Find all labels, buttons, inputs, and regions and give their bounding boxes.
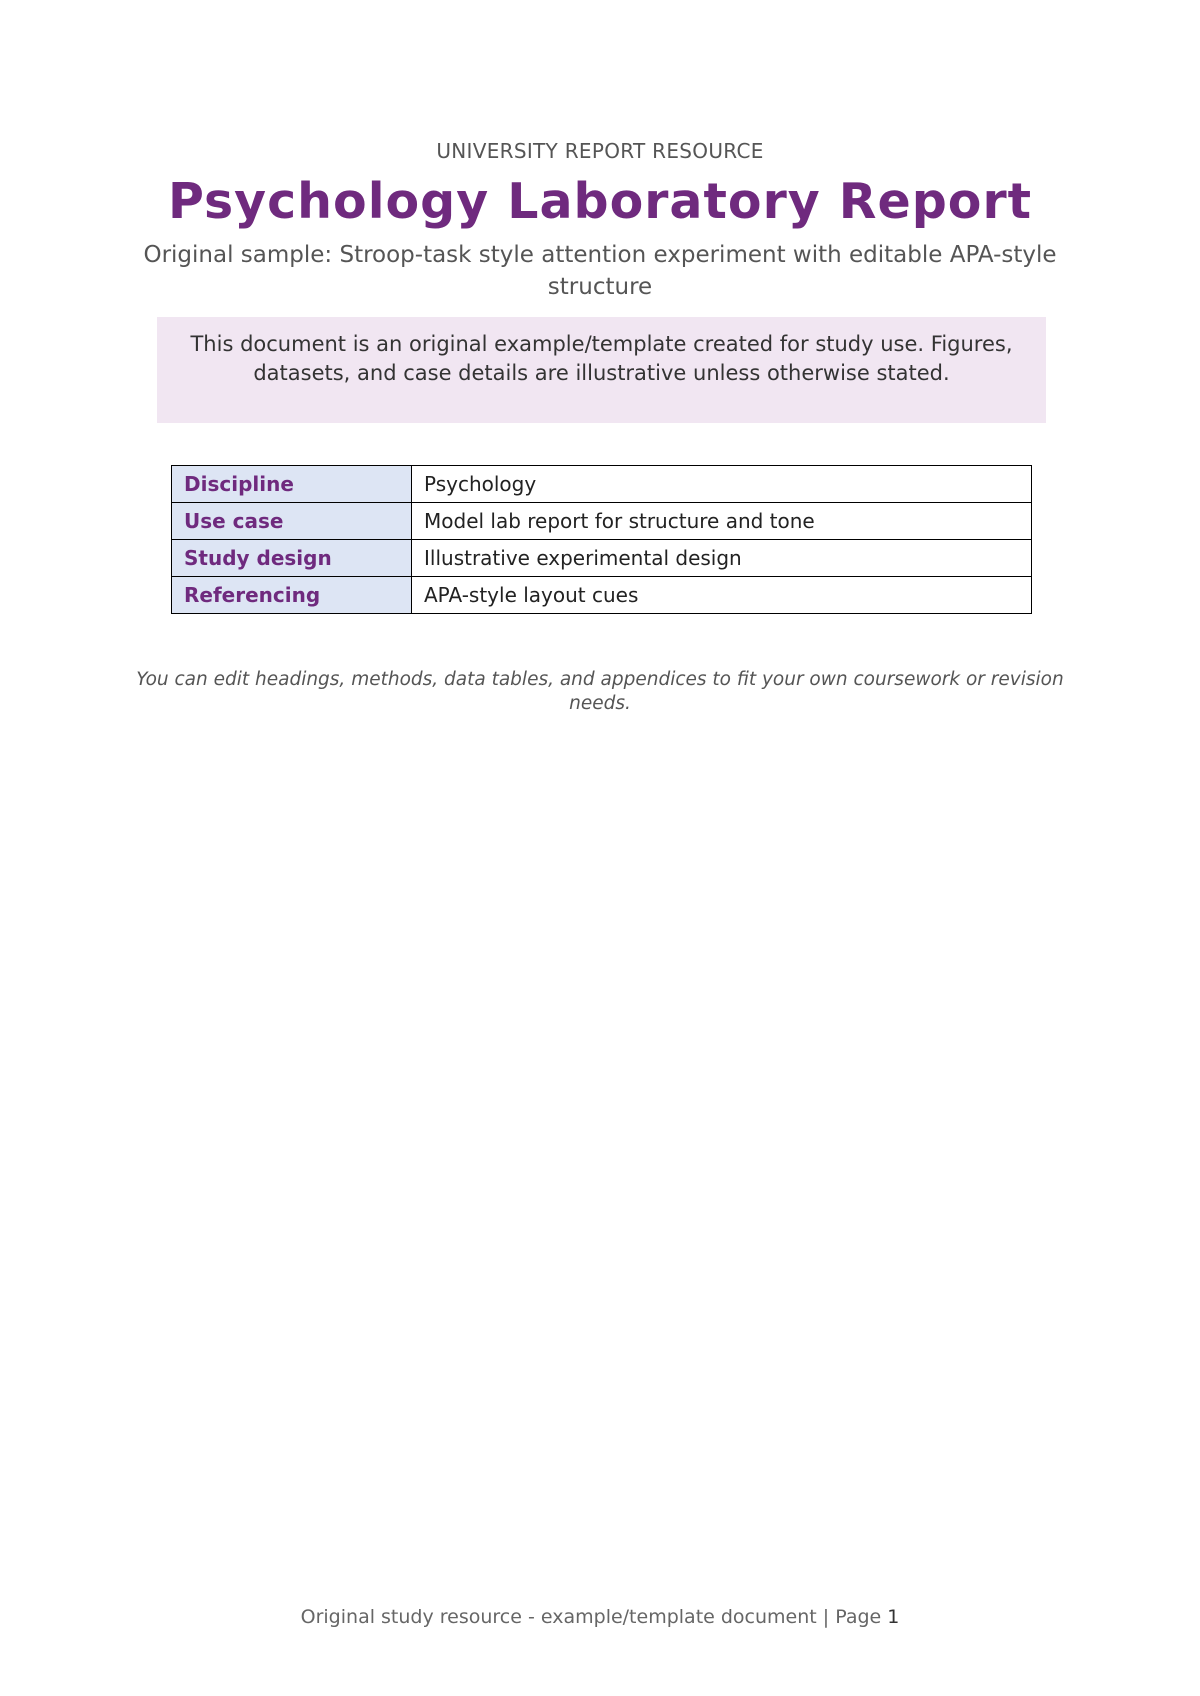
resource-label: UNIVERSITY REPORT RESOURCE (436, 139, 764, 163)
edit-guidance-note: You can edit headings, methods, data tables, and appendices to fit your own coursework or revision needs. (136, 669, 1064, 714)
table-row (172, 577, 1032, 614)
table-key-cell: Use case (172, 503, 412, 540)
table-value-cell: Illustrative experimental design (412, 540, 1032, 577)
document-subtitle: Original sample: Stroop-task style attention experiment with editable APA-style structure (143, 242, 1057, 300)
disclaimer-text: This document is an original example/template created for study use. Figures, datasets, and case details are illustrative unless otherwise stated. (190, 332, 1013, 385)
footer-text: Original study resource - example/template document | Page (300, 1606, 888, 1628)
table-row (172, 466, 1032, 503)
table-value-cell: Psychology (412, 466, 1032, 503)
table-key-cell: Referencing (172, 577, 412, 614)
table-key-cell: Discipline (172, 466, 412, 503)
table-key-cell: Study design (172, 540, 412, 577)
page-number: 1 (887, 1606, 900, 1628)
page-footer (0, 1606, 1200, 1628)
table-value-cell: APA-style layout cues (412, 577, 1032, 614)
document-title: Psychology Laboratory Report (167, 173, 1033, 230)
table-row (172, 503, 1032, 540)
table-value-cell: Model lab report for structure and tone (412, 503, 1032, 540)
metadata-table (171, 465, 1032, 614)
disclaimer-box (157, 317, 1046, 423)
table-row (172, 540, 1032, 577)
